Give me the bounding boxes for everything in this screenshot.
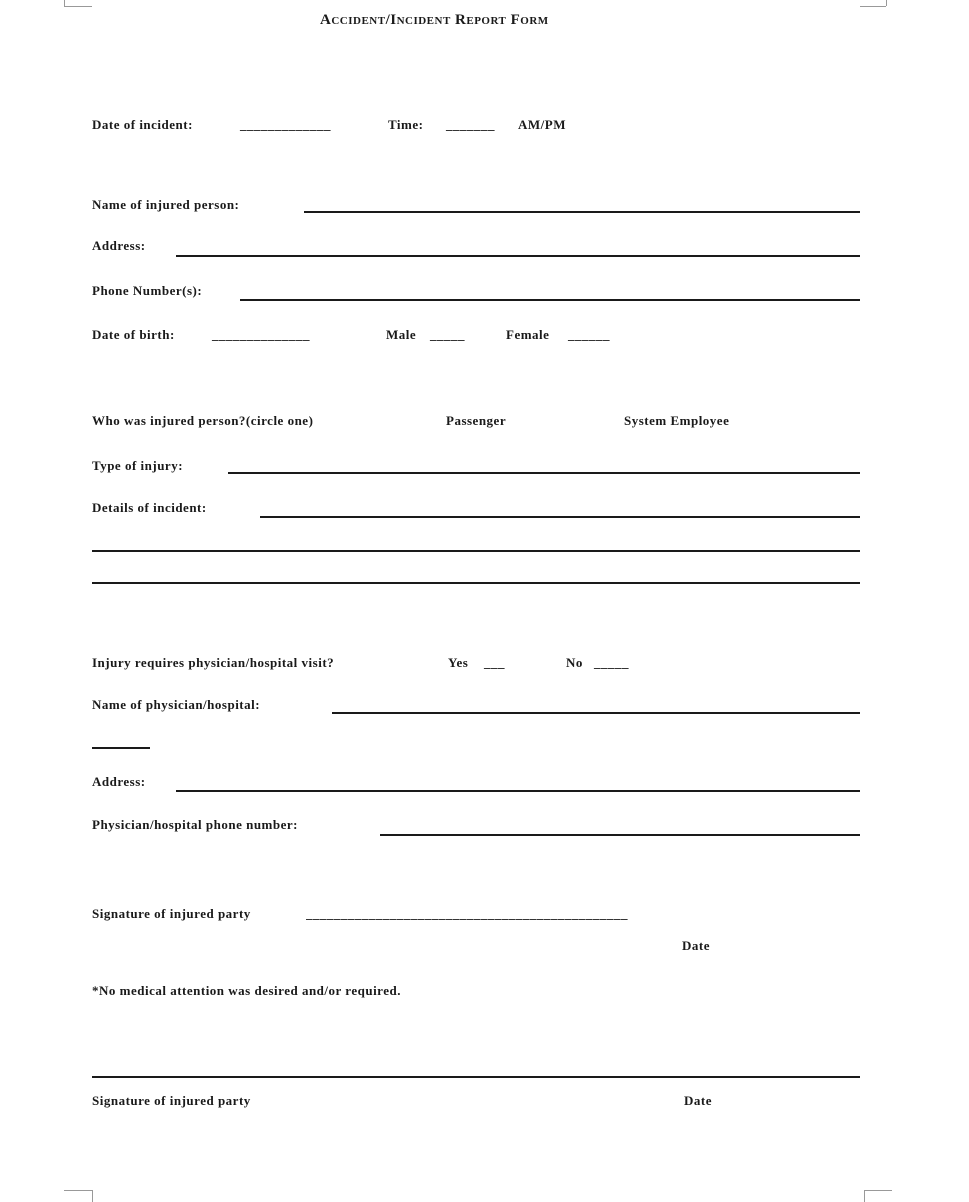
type-injury-label: Type of injury: <box>92 458 184 473</box>
page-corner-bottom-left <box>64 1190 92 1191</box>
no-medical-note: *No medical attention was desired and/or required. <box>92 983 401 998</box>
date-label-1: Date <box>682 938 710 953</box>
physician-phone-label: Physician/hospital phone number: <box>92 817 298 832</box>
yes-field[interactable]: ___ <box>484 655 505 670</box>
am-pm-label: AM/PM <box>518 117 566 132</box>
male-label: Male <box>386 327 417 342</box>
time-field[interactable]: _______ <box>446 117 495 132</box>
date-of-incident-label: Date of incident: <box>92 117 193 132</box>
physician-visit-label: Injury requires physician/hospital visit? <box>92 655 335 670</box>
physician-name-field-continuation[interactable] <box>92 747 150 749</box>
male-field[interactable]: _____ <box>430 327 465 342</box>
page-corner-bottom-right <box>864 1190 865 1202</box>
form-title: Accident/Incident Report Form <box>320 12 549 28</box>
option-system-employee[interactable]: System Employee <box>624 413 730 428</box>
address-label: Address: <box>92 238 146 253</box>
female-field[interactable]: ______ <box>568 327 610 342</box>
page-corner-bottom-right <box>864 1190 892 1191</box>
no-field[interactable]: _____ <box>594 655 629 670</box>
page-corner-top-right <box>886 0 887 6</box>
yes-label: Yes <box>448 655 469 670</box>
phone-label: Phone Number(s): <box>92 283 203 298</box>
details-field-line-2[interactable] <box>92 550 860 552</box>
type-injury-field[interactable] <box>228 472 860 474</box>
option-passenger[interactable]: Passenger <box>446 413 507 428</box>
page-corner-bottom-left <box>92 1190 93 1202</box>
phone-field[interactable] <box>240 299 860 301</box>
details-field-line-3[interactable] <box>92 582 860 584</box>
name-injured-label: Name of injured person: <box>92 197 240 212</box>
time-label: Time: <box>388 117 424 132</box>
date-label-2: Date <box>684 1093 712 1108</box>
who-injured-label: Who was injured person?(circle one) <box>92 413 314 428</box>
dob-label: Date of birth: <box>92 327 175 342</box>
physician-phone-field[interactable] <box>380 834 860 836</box>
signature-field-2[interactable] <box>92 1076 860 1078</box>
page-corner-top-right <box>860 6 886 7</box>
female-label: Female <box>506 327 550 342</box>
physician-name-label: Name of physician/hospital: <box>92 697 261 712</box>
name-injured-field[interactable] <box>304 211 860 213</box>
signature-label-1: Signature of injured party <box>92 906 251 921</box>
address-field[interactable] <box>176 255 860 257</box>
physician-address-field[interactable] <box>176 790 860 792</box>
page-corner-top-left <box>64 6 92 7</box>
date-of-incident-field[interactable]: _____________ <box>240 117 331 132</box>
signature-field-1[interactable]: ______________________________________________ <box>306 906 628 921</box>
dob-field[interactable]: ______________ <box>212 327 310 342</box>
signature-label-2: Signature of injured party <box>92 1093 251 1108</box>
physician-name-field[interactable] <box>332 712 860 714</box>
details-label: Details of incident: <box>92 500 207 515</box>
details-field-line-1[interactable] <box>260 516 860 518</box>
no-label: No <box>566 655 583 670</box>
physician-address-label: Address: <box>92 774 146 789</box>
